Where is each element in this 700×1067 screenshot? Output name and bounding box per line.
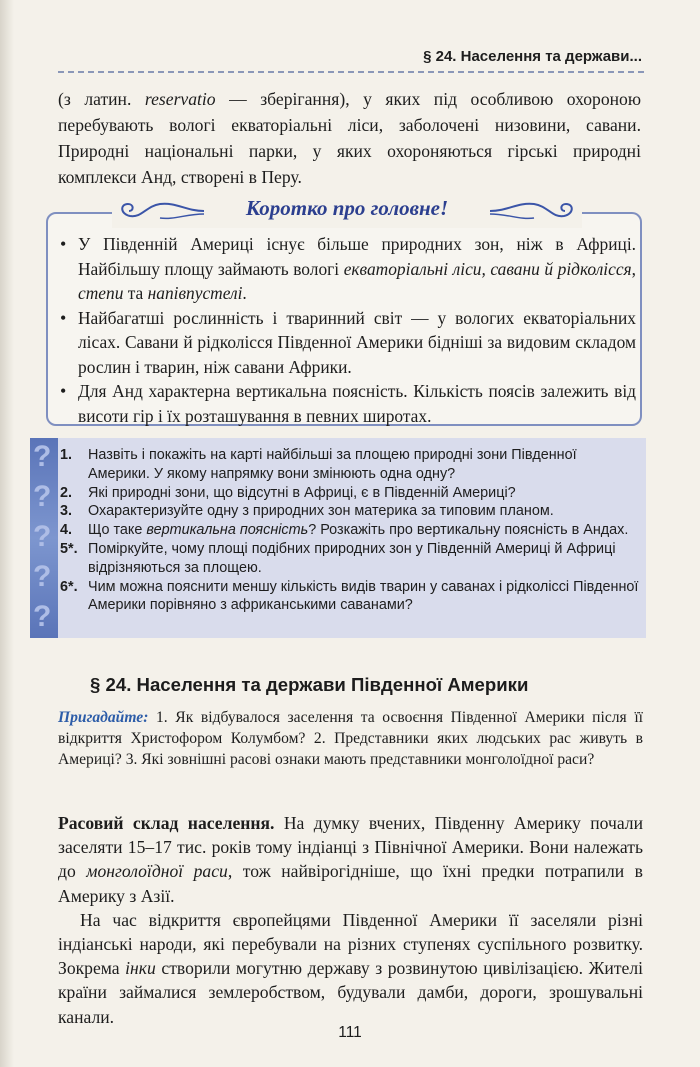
question-item [60, 540, 640, 578]
summary-term: напівпустелі [147, 283, 243, 303]
question-number: 2. [60, 484, 73, 501]
question-number: 1. [60, 447, 73, 463]
section-title: § 24. Населення та держави Південної Америки [90, 674, 529, 695]
question-mark-icon: ? [33, 480, 52, 513]
question-text: Назвіть і покажіть на карті найбільші за площею природні зони Південної Америки. У якому напрямку вони змінюють одна одну? [88, 447, 577, 482]
question-number: 5*. [60, 540, 78, 557]
summary-term: екваторіальні ліси, савани й рідколісся [343, 258, 632, 279]
body-term: інки [125, 958, 156, 979]
intro-text-start: (з латин. [58, 89, 145, 109]
question-text: Що таке [88, 522, 147, 539]
header-divider [58, 71, 644, 73]
summary-heading [112, 192, 582, 228]
question-number: 6*. [60, 578, 78, 595]
question-number: 3. [60, 503, 73, 520]
question-text: Поміркуйте, чому площі подібних природних зон у Південній Америці й Африці відрізняються за площею. [88, 540, 616, 576]
summary-item [58, 379, 636, 428]
intro-paragraph [58, 86, 641, 190]
question-mark-icon: ? [33, 600, 52, 633]
recall-text: 1. Як відбувалося заселення та освоєння Південної Америки після її відкриття Христофором Колумбом? 2. Представники яких людських рас живуть в Америці? 3. Які зовнішні расові ознаки мають представники монголоїдної раси? [58, 709, 643, 768]
question-mark-icon: ? [33, 560, 52, 593]
intro-text-end: — зберігання), у яких під особливою охороною перебувають вологі екваторіальні ліси, заболочені низовини, савани. Природні національні парки, у яких охороняються гірські природні комплекси Анд, створені в Перу. [58, 89, 641, 187]
question-item [60, 502, 640, 521]
summary-list [58, 232, 636, 428]
summary-text: Для Анд характерна вертикальна поясність. Кількість поясів залежить від висоти гір і їх розташування в певних широтах. [78, 381, 636, 426]
right-ornament-icon [488, 198, 578, 224]
running-header: § 24. Населення та держави... [423, 48, 642, 65]
question-sidebar [30, 438, 58, 638]
summary-text: та [123, 283, 148, 303]
question-term: вертикальна поясність [146, 522, 309, 539]
question-mark-icon: ? [33, 440, 52, 473]
body-text [58, 811, 643, 1029]
recall-label: Пригадайте: [58, 709, 149, 726]
question-text: ? Розкажіть про вертикальну поясність в Андах. [308, 522, 629, 539]
intro-latin-term: reservatio [144, 89, 216, 109]
summary-item [58, 306, 636, 380]
question-item [60, 578, 640, 616]
question-item [60, 521, 640, 540]
summary-text: У Південній Америці існує більше природних зон, ніж в Африці. Найбільшу площу займають вологі [78, 234, 636, 279]
question-list [60, 446, 640, 615]
summary-item [58, 232, 636, 306]
body-span: створили могутню державу з розвинутою цивілізацією. Жителі країни займалися землеробством, будували дамби, дороги, зрошувальні канали. [58, 958, 643, 1027]
question-item [60, 446, 640, 484]
question-text: Чим можна пояснити меншу кількість видів тварин у саванах і рідколіссі Південної Америки порівняно з африканськими саванами? [88, 578, 639, 614]
summary-term: степи [78, 283, 124, 303]
recall-paragraph [58, 707, 643, 770]
body-span: , тож найвірогідніше, що їхні предки потрапили в Америку з Азії. [58, 861, 643, 906]
review-questions-panel [30, 438, 646, 638]
body-paragraph [58, 811, 643, 908]
page-number: 111 [338, 1024, 362, 1041]
body-paragraph [58, 908, 643, 1029]
page-edge-shadow [0, 0, 14, 1067]
body-term: монголоїдної раси [86, 861, 228, 882]
body-span: На думку вчених, Південну Америку почали заселяти 15–17 тис. років тому індіанці з Північної Америки. Вони належать до [58, 813, 644, 882]
question-item [60, 484, 640, 503]
left-ornament-icon [116, 198, 206, 224]
question-number: 4. [60, 522, 73, 539]
question-mark-icon: ? [33, 520, 52, 553]
summary-text: . [242, 283, 247, 303]
body-span: На час відкриття європейцями Південної Америки її заселяли різні індіанські народи, які перебували на різних ступенях суспільного розвитку. Зокрема [58, 909, 643, 979]
summary-text: , [631, 258, 636, 279]
summary-title: Коротко про головне! [245, 196, 449, 220]
subheading: Расовий склад населення. [58, 813, 275, 833]
question-text: Охарактеризуйте одну з природних зон материка за типовим планом. [88, 503, 554, 520]
question-text: Які природні зони, що відсутні в Африці, є в Південній Америці? [88, 484, 516, 501]
summary-text: Найбагатші рослинність і тваринний світ — у вологих екваторіальних лісах. Савани й рідколісся Південної Америки бідніші за видовим складом рослин і тварин, ніж савани Африки. [78, 307, 636, 377]
